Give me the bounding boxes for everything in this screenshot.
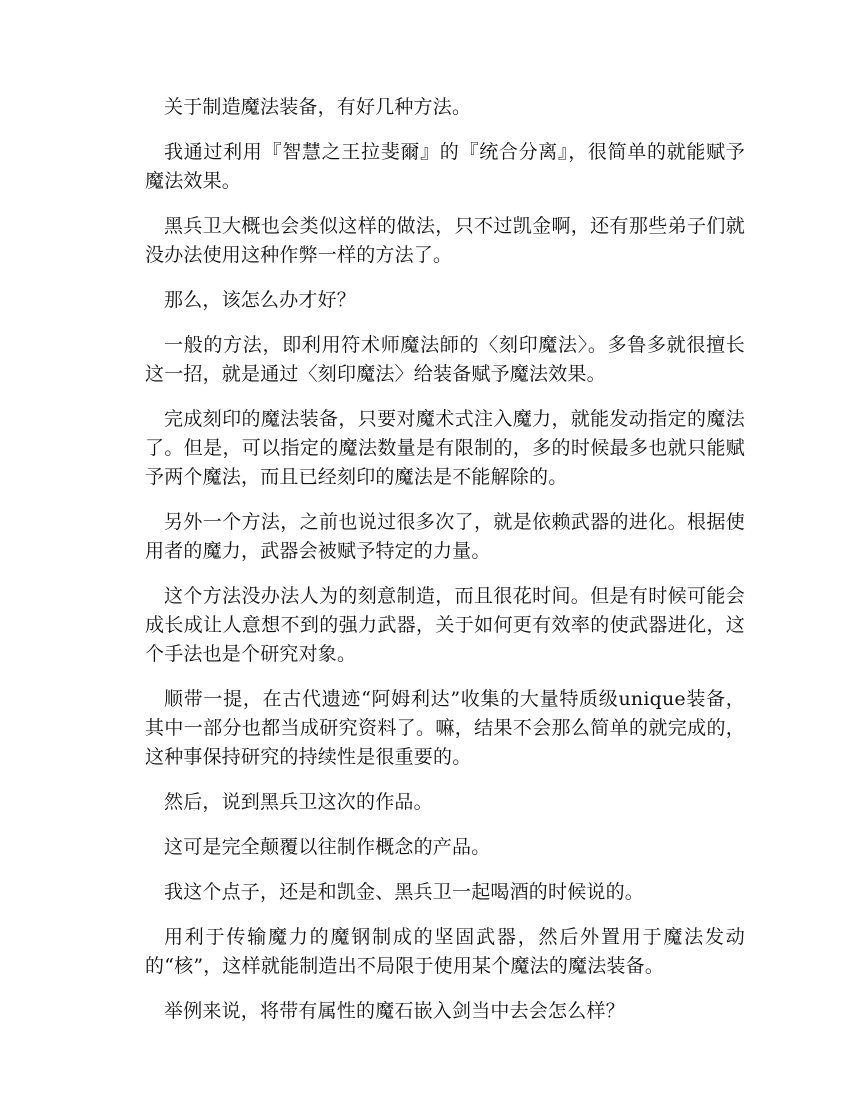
paragraph-13: 用利于传输魔力的魔钢制成的坚固武器，然后外置用于魔法发动的“核”，这样就能制造出不局限于使用某个魔法的魔法装备。 [145, 926, 745, 977]
paragraph-1: 关于制造魔法装备，有好几种方法。 [164, 96, 472, 118]
paragraph-10: 然后，说到黑兵卫这次的作品。 [164, 791, 433, 813]
paragraph-9: 顺带一提，在古代遗迹“阿姆利达”收集的大量特质级unique装备，其中一部分也都当成研究资料了。嘛，结果不会那么简单的就完成的，这种事保持研究的持续性是很重要的。 [145, 688, 745, 768]
paragraph-7: 另外一个方法，之前也说过很多次了，就是依赖武器的进化。根据使用者的魔力，武器会被赋予特定的力量。 [145, 511, 745, 562]
document-body [145, 93, 745, 1042]
paragraph-6: 完成刻印的魔法装备，只要对魔术式注入魔力，就能发动指定的魔法了。但是，可以指定的魔法数量是有限制的，多的时候最多也就只能赋予两个魔法，而且已经刻印的魔法是不能解除的。 [145, 408, 745, 488]
paragraph-11: 这可是完全颠覆以往制作概念的产品。 [164, 836, 491, 858]
paragraph-8: 这个方法没办法人为的刻意制造，而且很花时间。但是有时候可能会成长成让人意想不到的强力武器，关于如何更有效率的使武器进化，这个手法也是个研究对象。 [145, 585, 745, 665]
paragraph-14: 举例来说，将带有属性的魔石嵌入剑当中去会怎么样？ [164, 1000, 625, 1022]
paragraph-3: 黑兵卫大概也会类似这样的做法，只不过凯金啊，还有那些弟子们就没办法使用这种作弊一样的方法了。 [145, 215, 745, 266]
paragraph-5: 一般的方法，即利用符术师魔法師的〈刻印魔法〉。多鲁多就很擅长这一招，就是通过〈刻印魔法〉给装备赋予魔法效果。 [145, 334, 745, 385]
paragraph-2: 我通过利用『智慧之王拉斐爾』的『统合分离』，很简单的就能赋予魔法效果。 [145, 141, 745, 192]
paragraph-4: 那么，该怎么办才好？ [164, 289, 357, 311]
paragraph-12: 我这个点子，还是和凯金、黑兵卫一起喝酒的时候说的。 [164, 881, 645, 903]
